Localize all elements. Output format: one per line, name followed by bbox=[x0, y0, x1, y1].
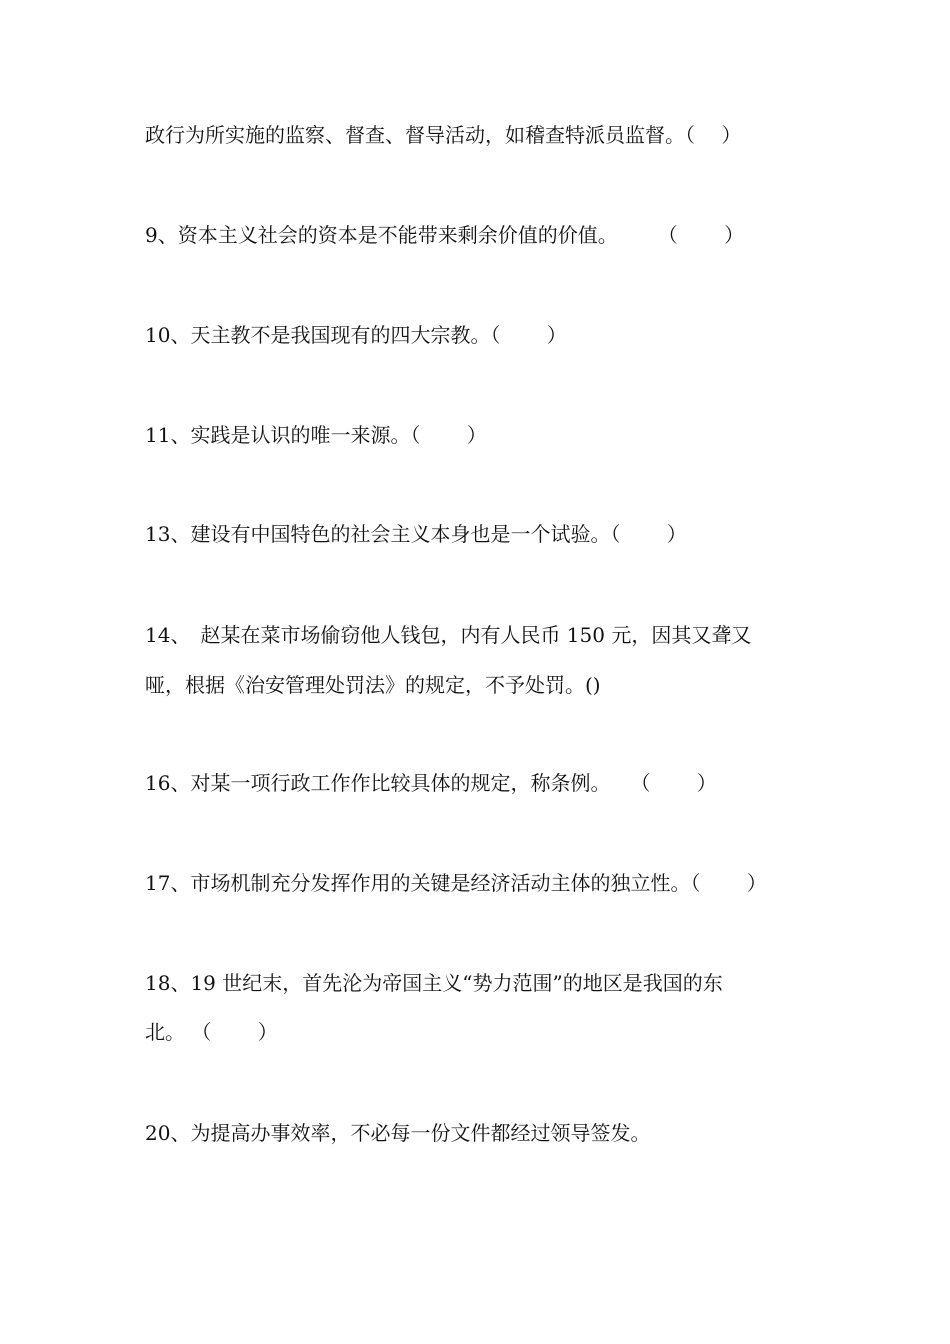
question-17: 17、市场机制充分发挥作用的关键是经济活动主体的独立性。（ ） bbox=[145, 871, 767, 895]
question-14-line-1: 14、 赵某在菜市场偷窃他人钱包，内有人民币 150 元，因其又聋又 bbox=[145, 623, 752, 647]
question-20: 20、为提高办事效率，不必每一份文件都经过领导签发。 bbox=[145, 1121, 651, 1145]
question-9: 9、资本主义社会的资本是不能带来剩余价值的价值。 （ ） bbox=[145, 223, 745, 247]
question-16: 16、对某一项行政工作作比较具体的规定，称条例。 （ ） bbox=[145, 771, 717, 795]
question-13: 13、建设有中国特色的社会主义本身也是一个试验。（ ） bbox=[145, 522, 687, 546]
question-14-line-2: 哑，根据《治安管理处罚法》的规定，不予处罚。() bbox=[145, 673, 601, 697]
question-18-line-2: 北。 （ ） bbox=[145, 1020, 278, 1044]
question-10: 10、天主教不是我国现有的四大宗教。（ ） bbox=[145, 323, 567, 347]
question-18-line-1: 18、19 世纪末，首先沦为帝国主义“势力范围”的地区是我国的东 bbox=[145, 971, 723, 995]
question-11: 11、实践是认识的唯一来源。（ ） bbox=[145, 423, 487, 447]
text-line-continuation-8: 政行为所实施的监察、督查、督导活动，如稽查特派员监督。（ ） bbox=[145, 123, 742, 147]
